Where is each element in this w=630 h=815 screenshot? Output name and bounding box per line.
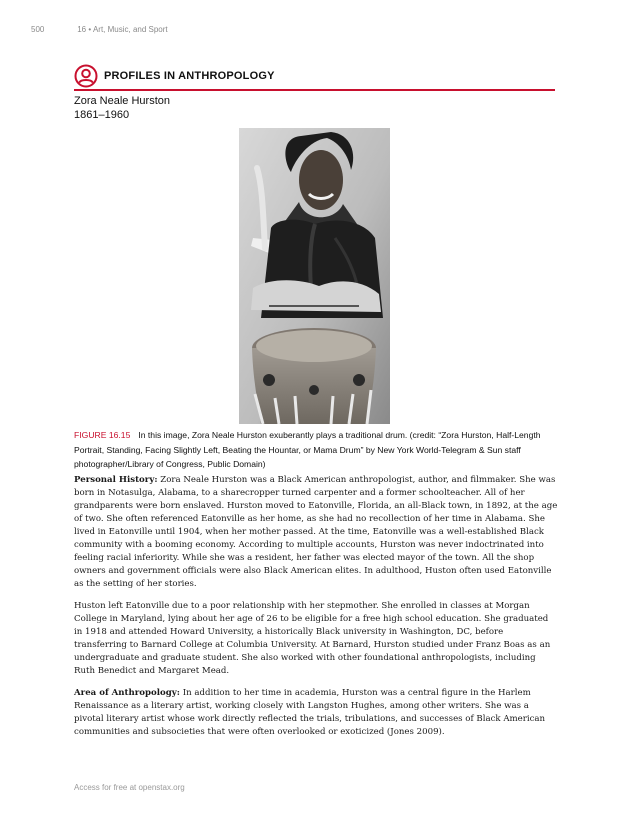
text-area-of-anthropology: In addition to her time in academia, Hurston was a central figure in the Harlem Renaissance as a literary artist, working closely with Langston Hughes, among other writers. She was a pivotal literary artist whose work directly reflected the trials, tribulations, and successes of Black American communities and subsocieties that were often overlooked or exoticized (Jones 2009). xyxy=(74,688,546,737)
hurston-photo xyxy=(239,128,390,424)
figure-label: FIGURE 16.15 xyxy=(74,430,131,440)
text-education: Huston left Eatonville due to a poor relationship with her stepmother. She enrolled in classes at Morgan College in Maryland, lying about her age of 26 to be eligible for a free high school education. She graduated in 1918 and attended Howard University, a historically Black university in Washington, DC, before transferring to Barnard College at Columbia University. At Barnard, Hurston studied under Franz Boas as an undergraduate and graduate student. She also worked with other foundational anthropologists, including Ruth Benedict and Margaret Mead. xyxy=(74,601,551,676)
feature-title: PROFILES IN ANTHROPOLOGY xyxy=(104,70,275,82)
profile-header xyxy=(74,64,555,91)
figure-caption xyxy=(74,428,554,472)
heading-area-of-anthropology: Area of Anthropology: xyxy=(74,688,180,698)
text-personal-history: Zora Neale Hurston was a Black American anthropologist, author, and filmmaker. She was born in Notasulga, Alabama, to a sharecropper turned carpenter and a former schoolteacher. All of her grandparents were born enslaved. Hurston moved to Eatonville, Florida, an all-Black town, in 1892, at the age of two. She often referenced Eatonville as her home, as she had no recollection of her time in Alabama. She lived in Eatonville until 1904, when her mother passed. At the time, Eatonville was a well-established Black community with a booming economy. According to multiple accounts, Hurston was never indoctrinated into feeling racial inferiority. While she was a resident, her father was elected mayor of the town. All the shop owners and government officials were also Black American elites. In adulthood, Huston often used Eatonville as the setting of her stories. xyxy=(74,475,558,589)
person-dates: 1861–1960 xyxy=(74,109,130,121)
running-head xyxy=(31,25,168,34)
paragraph-area-of-anthropology xyxy=(74,687,558,739)
heading-personal-history: Personal History: xyxy=(74,475,158,485)
chapter-title: 16 • Art, Music, and Sport xyxy=(77,25,168,34)
footer-link[interactable]: Access for free at openstax.org xyxy=(74,783,185,792)
person-icon xyxy=(74,64,98,88)
person-name: Zora Neale Hurston xyxy=(74,95,170,107)
figure-caption-text: In this image, Zora Neale Hurston exuberantly plays a traditional drum. (credit: “Zora Hurston, Half-Length Portrait, Standing, Facing Slightly Left, Beating the Hountar, or Mama Drum” by New York World-Telegram & Sun staff photographer/Library of Congress, Public Domain) xyxy=(74,430,541,469)
profile-body xyxy=(74,474,558,748)
paragraph-education xyxy=(74,600,558,678)
paragraph-personal-history xyxy=(74,474,558,591)
page-number: 500 xyxy=(31,25,45,34)
